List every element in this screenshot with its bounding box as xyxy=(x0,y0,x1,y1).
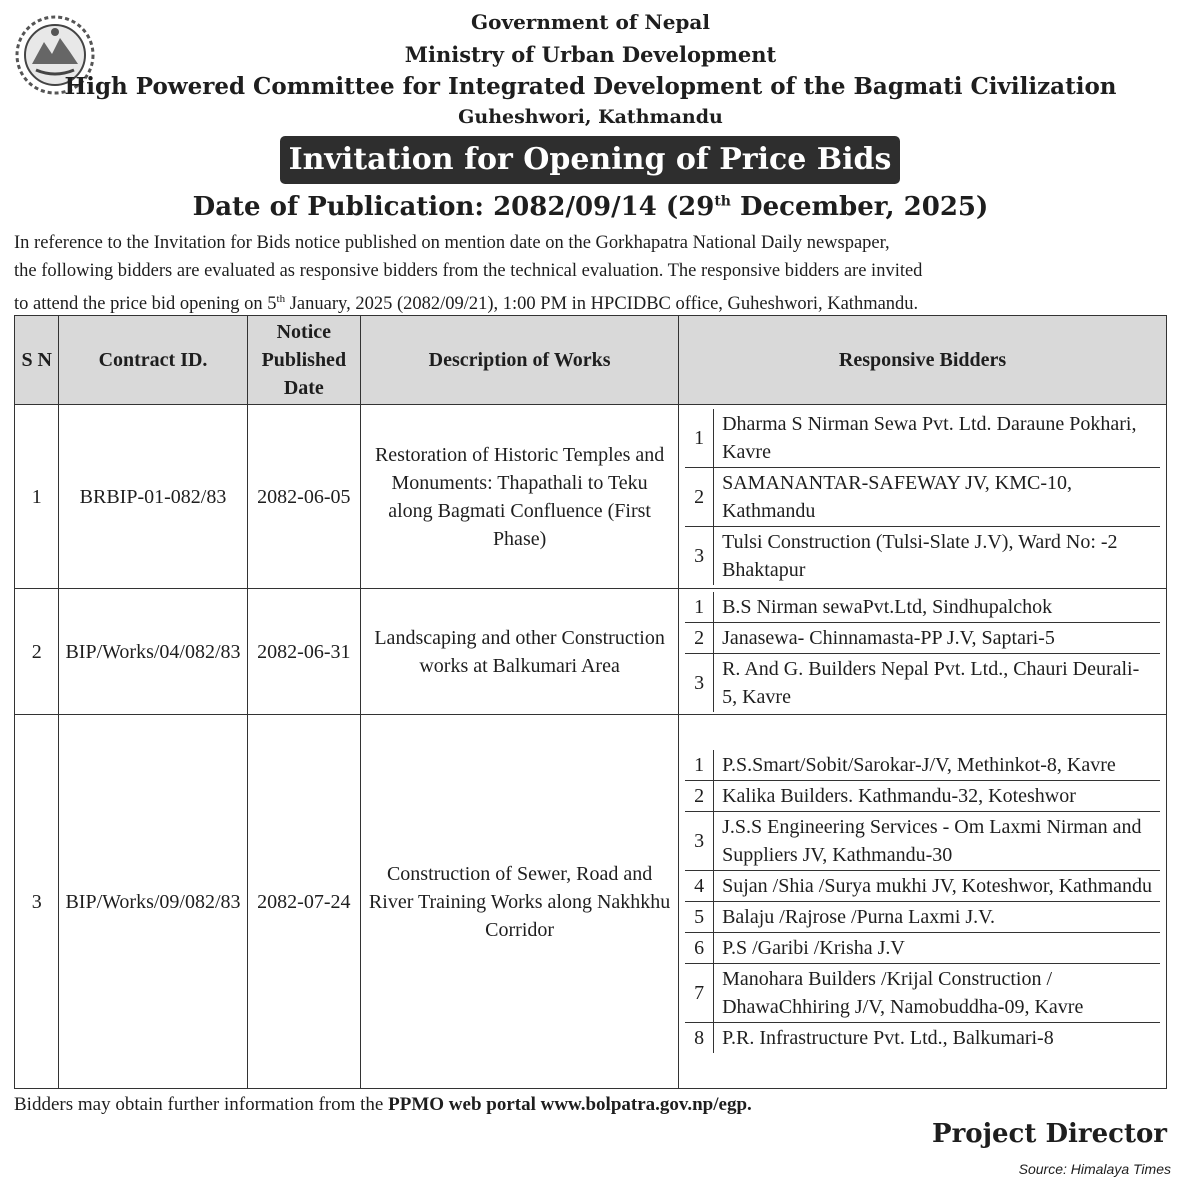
row-bidders xyxy=(679,715,1167,1089)
row-contract-id: BIP/Works/09/082/83 xyxy=(59,715,247,1089)
bidder-item: 3 Tulsi Construction (Tulsi-Slate J.V), Ward No: -2 Bhaktapur xyxy=(685,526,1160,585)
table-row xyxy=(15,405,1167,589)
bidder-item: 1 Dharma S Nirman Sewa Pvt. Ltd. Daraune Pokhari, Kavre xyxy=(685,409,1160,468)
row-description: Landscaping and other Construction works at Balkumari Area xyxy=(361,589,679,715)
bidder-item: 2 Janasewa- Chinnamasta-PP J.V, Saptari-5 xyxy=(685,622,1160,653)
publication-date: Date of Publication: 2082/09/14 (29th December, 2025) xyxy=(192,192,989,222)
ppmo-portal-link[interactable]: PPMO web portal www.bolpatra.gov.np/egp. xyxy=(388,1094,752,1115)
signature-title: Project Director xyxy=(932,1119,1167,1149)
header-responsive-bidders: Responsive Bidders xyxy=(679,316,1167,405)
header-description: Description of Works xyxy=(361,316,679,405)
row-date: 2082-06-31 xyxy=(247,589,361,715)
header-contract-id: Contract ID. xyxy=(59,316,247,405)
row-sn: 3 xyxy=(15,715,59,1089)
row-sn: 2 xyxy=(15,589,59,715)
footer-note: Bidders may obtain further information from the PPMO web portal www.bolpatra.gov.np/egp. xyxy=(14,1094,752,1115)
bidder-item: 3 J.S.S Engineering Services - Om Laxmi Nirman and Suppliers JV, Kathmandu-30 xyxy=(685,812,1160,871)
bidder-item: 7 Manohara Builders /Krijal Construction / DhawaChhiring J/V, Namobuddha-09, Kavre xyxy=(685,964,1160,1023)
row-date: 2082-07-24 xyxy=(247,715,361,1089)
intro-line-3: to attend the price bid opening on 5th January, 2025 (2082/09/21), 1:00 PM in HPCIDBC office, Guheshwori, Kathmandu. xyxy=(14,293,919,315)
row-description: Restoration of Historic Temples and Monuments: Thapathali to Teku along Bagmati Confluence (First Phase) xyxy=(361,405,679,589)
row-bidders xyxy=(679,589,1167,715)
row-contract-id: BRBIP-01-082/83 xyxy=(59,405,247,589)
bidder-item: 4 Sujan /Shia /Surya mukhi JV, Koteshwor, Kathmandu xyxy=(685,871,1160,902)
header-sn: S N xyxy=(15,316,59,405)
header-government: Government of Nepal xyxy=(471,10,710,34)
intro-line-2: the following bidders are evaluated as responsive bidders from the technical evaluation. The responsive bidders are invited xyxy=(14,261,923,281)
table-row xyxy=(15,589,1167,715)
source-credit: Source: Himalaya Times xyxy=(1018,1161,1171,1177)
bidder-item: 2 Kalika Builders. Kathmandu-32, Koteshwor xyxy=(685,781,1160,812)
row-description: Construction of Sewer, Road and River Training Works along Nakhkhu Corridor xyxy=(361,715,679,1089)
intro-line-1: In reference to the Invitation for Bids notice published on mention date on the Gorkhapatra National Daily newspaper, xyxy=(14,233,890,253)
bidder-item: 3 R. And G. Builders Nepal Pvt. Ltd., Chauri Deurali-5, Kavre xyxy=(685,653,1160,712)
row-sn: 1 xyxy=(15,405,59,589)
header-ministry: Ministry of Urban Development xyxy=(404,42,777,67)
bidder-item: 8 P.R. Infrastructure Pvt. Ltd., Balkumari-8 xyxy=(685,1023,1160,1054)
bidder-item: 5 Balaju /Rajrose /Purna Laxmi J.V. xyxy=(685,902,1160,933)
bidder-item: 1 B.S Nirman sewaPvt.Ltd, Sindhupalchok xyxy=(685,592,1160,623)
header-committee: High Powered Committee for Integrated Development of the Bagmati Civilization xyxy=(64,73,1117,100)
bidder-item: 1 P.S.Smart/Sobit/Sarokar-J/V, Methinkot-8, Kavre xyxy=(685,750,1160,781)
bidder-item: 2 SAMANANTAR-SAFEWAY JV, KMC-10, Kathmandu xyxy=(685,467,1160,526)
notice-title-banner: Invitation for Opening of Price Bids xyxy=(280,136,900,184)
table-row xyxy=(15,715,1167,1089)
row-date: 2082-06-05 xyxy=(247,405,361,589)
intro-paragraph xyxy=(14,229,1170,318)
row-contract-id: BIP/Works/04/082/83 xyxy=(59,589,247,715)
header-location: Guheshwori, Kathmandu xyxy=(458,106,723,128)
header-notice-date: Notice Published Date xyxy=(247,316,361,405)
bidders-table xyxy=(14,315,1167,1089)
bidder-item: 6 P.S /Garibi /Krisha J.V xyxy=(685,933,1160,964)
row-bidders xyxy=(679,405,1167,589)
